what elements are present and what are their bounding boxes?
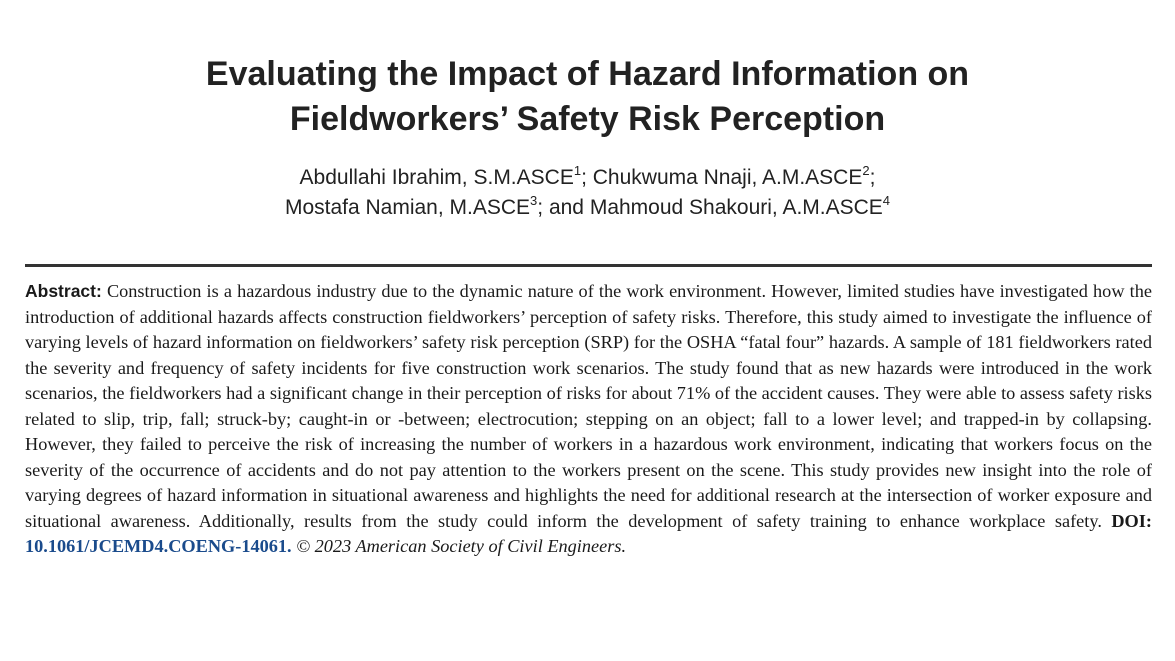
author-name: Mahmoud Shakouri, A.M.ASCE — [589, 196, 883, 219]
author-separator: ; — [869, 166, 876, 189]
copyright-notice: © 2023 American Society of Civil Engineers. — [296, 536, 627, 556]
author-separator: ; and — [537, 196, 590, 219]
author-affiliation-marker: 3 — [530, 193, 538, 208]
paper-title-line-2: Fieldworkers’ Safety Risk Perception — [289, 100, 886, 138]
author-affiliation-marker: 4 — [882, 193, 891, 208]
abstract-body: Construction is a hazardous industry due to the dynamic nature of the work environment. However, limited studies have investigated how the introduction of additional hazards affects construction fieldworkers’ perception of safety risks. Therefore, this study aimed to investigate the influence of varying levels of hazard information on fieldworkers’ safety risk perception (SRP) for the OSHA “fatal four” hazards. A sample of 181 fieldworkers rated the severity and frequency of safety incidents for five construction work scenarios. The study found that as new hazards were introduced in the work scenarios, the fieldworkers had a significant change in their perception of risks for about 71% of the accident causes. They were able to assess safety risks related to slip, trip, fall; struck-by; caught-in or -between; electrocution; stepping on an object; fall to a lower level; and trapped-in by collapsing. However, they failed to perceive the risk of increasing the number of workers in a hazardous work environment, indicating that workers focus on the severity of the occurrence of accidents and do not pay attention to the workers present on the scene. This study provides new insight into the role of varying degrees of hazard information in situational awareness and highlights the need for additional research at the intersection of worker exposure and situational awareness. Additionally, results from the study could inform the development of safety training to enhance workplace safety. — [25, 281, 1152, 531]
author-affiliation-marker: 1 — [573, 163, 582, 178]
abstract-label: Abstract: — [25, 281, 102, 301]
paper-title-line-1: Evaluating the Impact of Hazard Information on — [205, 55, 970, 93]
paper-title — [0, 52, 1175, 142]
section-divider — [25, 264, 1152, 267]
author-separator: ; — [581, 166, 593, 189]
author-affiliation-marker: 2 — [862, 163, 870, 178]
doi-label: DOI: — [1111, 510, 1152, 531]
author-name: Abdullahi Ibrahim, S.M.ASCE — [299, 166, 574, 189]
author-line-2 — [0, 193, 1175, 223]
author-name: Chukwuma Nnaji, A.M.ASCE — [592, 166, 863, 189]
author-list — [0, 163, 1175, 223]
doi-link[interactable]: 10.1061/JCEMD4.COENG-14061. — [25, 536, 292, 556]
abstract — [25, 279, 1152, 560]
author-line-1 — [0, 163, 1175, 193]
author-name: Mostafa Namian, M.ASCE — [284, 196, 531, 219]
